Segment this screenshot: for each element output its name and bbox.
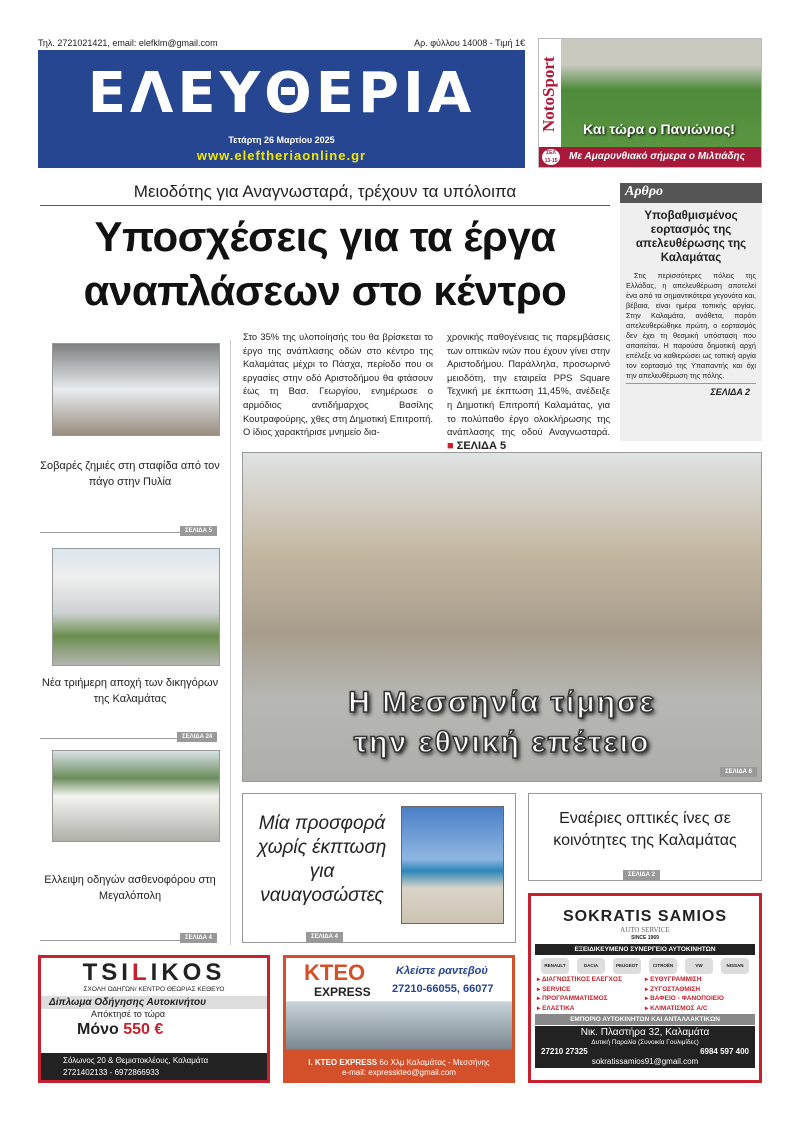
square-icon: ■ [447, 439, 454, 452]
kteo-location: 6ο Χλμ Καλαμάτας - Μεσσήνης [379, 1058, 490, 1067]
kteo-email: e-mail: expresskteo@gmail.com [342, 1068, 456, 1077]
contact-info: Τηλ. 2721021421, email: elefklm@gmail.com [38, 38, 218, 48]
courthouse-photo[interactable] [52, 548, 220, 666]
fiber-title: Εναέριες οπτικές ίνες σε κοινότητες της Καλαμάτας [553, 810, 737, 849]
lead-page-link[interactable] [447, 440, 506, 452]
lead-column-2 [447, 330, 610, 453]
side-page-2[interactable]: ΣΕΛΙΔΑ 24 [177, 732, 217, 742]
article-label: Αρθρο [620, 183, 762, 203]
tsilikos-logo: TSILIKOS [82, 959, 226, 986]
brand-logo: NISSAN [721, 958, 749, 974]
tsilikos-sub: ΣΧΟΛΗ ΟΔΗΓΩΝ/ ΚΕΝΤΡΟ ΘΕΩΡΙΑΣ ΚΕΘΕΥΟ [83, 986, 225, 993]
sokratis-phone1: 27210 27325 [541, 1047, 588, 1056]
kteo-logo: ΚΤΕΟ [304, 960, 366, 985]
sokratis-sub: AUTO SERVICE [620, 926, 670, 934]
side-page-3[interactable]: ΣΕΛΙΔΑ 4 [180, 933, 217, 943]
service-item: ▸ ΔΙΑΓΝΩΣΤΙΚΟΣ ΕΛΕΓΧΟΣ [537, 976, 622, 983]
lead-column-1: Στο 35% της υλοποίησής του θα βρίσκεται το έργο της ανάπλασης οδών στο κέντρο της Καλαμάτας μέχρι το Πάσχα, περίοδο που οι εργασίες στην οδό Αριστοδήμου θα φτάσουν έως τη Βασ. Γεωργίου, ενημέρωσε ο αρμόδιος αντιδήμαρχος Βασίλης Κουτραφούρης, χθες στη Δημοτική Επιτροπή. Ο ίδιος χαρακτήρισε μνημείο δια- [243, 331, 433, 438]
notosport-teaser[interactable] [538, 38, 762, 168]
sokratis-logo: SOKRATIS SAMIOS [562, 908, 728, 925]
brand-logo: PEUGEOT [613, 958, 641, 974]
ambulance-photo[interactable] [52, 750, 220, 842]
brand-logo: CITROËN [649, 958, 677, 974]
lead-headline[interactable]: Υποσχέσεις για τα έργα αναπλάσεων στο κέντρο [83, 213, 567, 314]
divider [40, 738, 180, 739]
frost-photo[interactable] [52, 343, 220, 436]
tsilikos-price: 550 € [123, 1021, 164, 1038]
notosport-bar: Με Αμαρυνθιακό σήμερα ο Μιλτιάδης [539, 147, 761, 167]
kteo-name: I. ΚΤΕΟ EXPRESS [308, 1058, 378, 1067]
article-page: ΣΕΛΙΔΑ 2 [626, 383, 756, 400]
tsilikos-phone: 2721402133 - 6972866933 [63, 1068, 160, 1077]
brand-logo: DACIA [577, 958, 605, 974]
sokratis-phone2: 6984 597 400 [700, 1047, 749, 1056]
photo-page[interactable]: ΣΕΛΙΔΑ 6 [720, 767, 757, 777]
tsilikos-ad[interactable] [38, 955, 270, 1083]
notosport-brand: NotoSport [539, 39, 561, 149]
lifeguard-title: Μία προσφορά χωρίς έκπτωση για ναυαγοσώστες [257, 813, 387, 906]
lifeguard-photo [401, 806, 504, 924]
lifeguard-page[interactable]: ΣΕΛΙΔΑ 4 [306, 932, 343, 942]
service-item: ▸ ΠΡΟΓΡΑΜΜΑΤΙΣΜΟΣ [537, 995, 608, 1002]
kteo-ad[interactable] [283, 955, 515, 1083]
side-caption-1[interactable]: Σοβαρές ζημιές στη σταφίδα από τον πάγο στην Πυλία [40, 460, 220, 488]
column-divider [230, 340, 231, 945]
sokratis-trade: ΕΜΠΟΡΙΟ ΑΥΤΟΚΙΝΗΤΩΝ ΚΑΙ ΑΝΤΑΛΛΑΚΤΙΚΩΝ [535, 1014, 755, 1025]
kteo-cta: Κλείστε ραντεβού [396, 965, 488, 977]
sokratis-ad[interactable] [528, 893, 762, 1083]
notosport-pages: ΣΕΛ 13-15 [542, 149, 560, 165]
photo-headline-2: την εθνική επέτειο [353, 726, 651, 759]
fiber-page[interactable]: ΣΕΛΙΔΑ 2 [623, 870, 660, 880]
photo-headline [243, 683, 761, 763]
divider [40, 532, 180, 533]
photo-headline-1: Η Μεσσηνία τίμησε [348, 686, 656, 719]
service-item: ▸ ΚΛΙΜΑΤΙΣΜΟΣ A/C [645, 1004, 708, 1012]
lifeguard-story[interactable] [242, 793, 516, 943]
parade-photo[interactable] [242, 452, 762, 782]
service-item: ▸ ΖΥΓΟΣΤΑΘΜΙΣΗ [645, 985, 701, 993]
newspaper-logo: ΕΛΕΥΘΕΡΙΑ [87, 61, 476, 126]
service-item: ▸ SERVICE [537, 985, 571, 993]
issue-info: Αρ. φύλλου 14008 - Τιμή 1€ [414, 38, 525, 48]
brand-logo: RENAULT [541, 958, 569, 974]
side-caption-3[interactable]: Ελλειψη οδηγών ασθενοφόρου στη Μεγαλόπολη [44, 874, 216, 902]
sokratis-area: Δυτική Παραλία (Συνοικία Γουλιμίδες) [591, 1039, 699, 1046]
lead-column-2-text: χρονικής παθογένειας τις παρεμβάσεις των οπτικών ινών που έχουν γίνει στην Αριστοδήμου. Παράλληλα, προσωρινό μειοδότη, την εταιρεία PPS Square Τεχνική με έκπτωση 11,45%, ανέδειξε η Δημοτική Επιτροπή Καλαμάτας, για το πολύπαθο έργο ολοκλήρωσης της ανάπλασης της οδού Αναγνωσταρά. [447, 331, 610, 438]
side-page-1[interactable]: ΣΕΛΙΔΑ 5 [180, 526, 217, 536]
lead-kicker: Μειοδότης για Αναγνωσταρά, τρέχουν τα υπόλοιπα [40, 182, 610, 206]
sokratis-spec: ΕΞΕΙΔΙΚΕΥΜΕΝΟ ΣΥΝΕΡΓΕΙΟ ΑΥΤΟΚΙΝΗΤΩΝ [535, 944, 755, 955]
tsilikos-line: Δίπλωμα Οδήγησης Αυτοκινήτου [41, 996, 267, 1009]
sokratis-address: Νικ. Πλαστήρα 32, Καλαμάτα [580, 1027, 710, 1038]
opinion-article[interactable] [620, 183, 762, 441]
issue-date: Τετάρτη 26 Μαρτίου 2025 [228, 135, 335, 145]
tsilikos-only: Μόνο [77, 1021, 119, 1038]
service-item: ▸ ΕΥΘΥΓΡΑΜΜΙΣΗ [645, 976, 702, 983]
website-link[interactable]: www.eleftheriaonline.gr [196, 148, 367, 163]
masthead[interactable] [38, 50, 525, 168]
sokratis-email: sokratissamios91@gmail.com [591, 1057, 699, 1066]
service-item: ▸ ΕΛΑΣΤΙΚΑ [537, 1004, 575, 1012]
tsilikos-cta: Απόκτησέ το τώρα [91, 1009, 166, 1019]
article-body: Στις περισσότερες πόλεις της Ελλάδας, η απελευθέρωση αποτελεί ένα από τα σημαντικότερα γεγονότα και, βέβαια, είναι ημέρα τοπικής αργίας. Στην Καλαμάτα, ανάθετα, παρότι απελευθερώθηκε πρώτη, ο εορτασμός δεν έχει τη θεσμική υπόσταση που απαιτείται. Η παρούσα δημοτική αρχή επέλεξε να καθιερώσει ως τοπική αργία τον εορτασμό της Υπαπαντής και όχι την απελευθέρωση της πόλης. [626, 271, 756, 380]
divider [40, 940, 180, 941]
brand-logo: VW [685, 958, 713, 974]
kteo-phones: 27210-66055, 66077 [392, 983, 494, 995]
sokratis-since: SINCE 1969 [631, 935, 659, 941]
side-caption-2[interactable]: Νέα τριήμερη αποχή των δικηγόρων της Καλαμάτας [41, 677, 219, 705]
notosport-caption: Και τώρα ο Πανιώνιος! [583, 121, 735, 137]
kteo-logo-sub: EXPRESS [314, 985, 371, 999]
tsilikos-address: Σόλωνος 20 & Θεμιστοκλέους, Καλαμάτα [63, 1056, 209, 1065]
lead-page-label: ΣΕΛΙΔΑ 5 [456, 439, 507, 452]
fiber-story[interactable] [528, 793, 762, 881]
service-item: ▸ ΒΑΦΕΙΟ - ΦΑΝΟΠΟΙΕΙΟ [645, 995, 724, 1002]
services-list [531, 975, 759, 1013]
brand-logos [531, 957, 759, 975]
article-title: Υποβαθμισμένος εορτασμός της απελευθέρωσης της Καλαμάτας [635, 210, 747, 264]
